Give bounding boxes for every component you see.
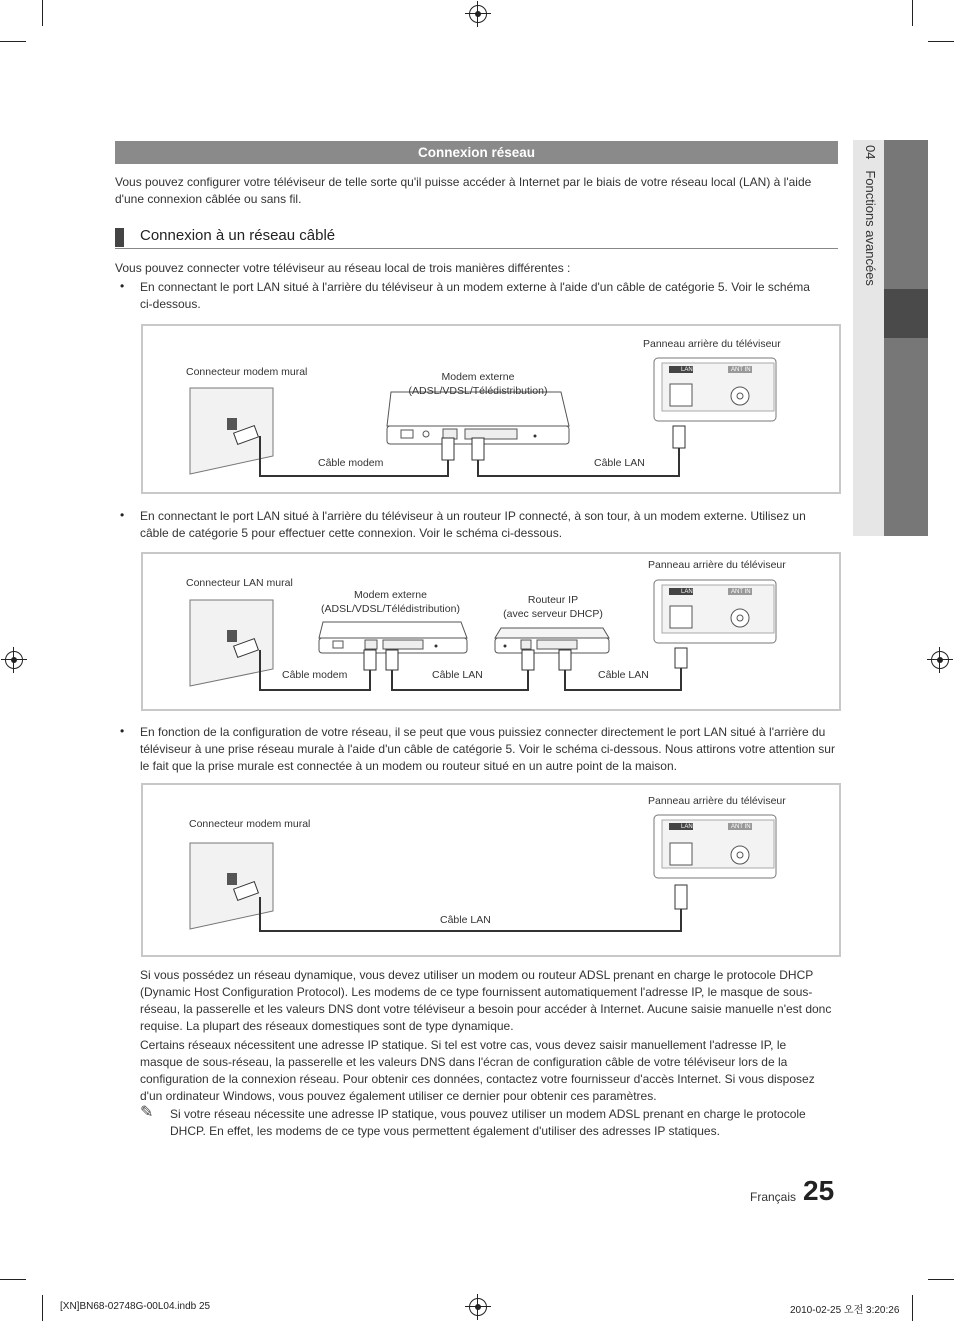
wall-connector-label: Connecteur LAN mural <box>186 577 293 589</box>
heading-marker <box>115 228 124 247</box>
diagram-router-connection <box>141 552 841 711</box>
crop-mark <box>0 1279 26 1280</box>
footer-file-info: [XN]BN68-02748G-00L04.indb 25 <box>60 1301 211 1312</box>
wall-connector-label: Connecteur modem mural <box>186 366 308 378</box>
bullet-icon: • <box>120 279 125 293</box>
lan-cable-label: Câble LAN <box>440 914 491 926</box>
crop-mark <box>928 1279 954 1280</box>
static-network-paragraph: Certains réseaux nécessitent une adresse IP statique. Si tel est votre cas, vous devez saisir manuellement l'adresse IP, le masque de sous-réseau, la passerelle et les valeurs DNS dans l'écran de configuration câble de votre téléviseur lors de la configuration de la connexion réseau. Pour obtenir ces données, contactez votre fournisseur d'accès Internet. Si vous disposez d'un ordinateur Windows, vous pouvez également utiliser ce dernier pour obtenir ces paramètres. <box>140 1038 815 1103</box>
crop-mark <box>42 0 43 26</box>
section-title: Connexion réseau <box>115 141 838 164</box>
lan-cable-label: Câble LAN <box>594 457 645 469</box>
bullet-1: En connectant le port LAN situé à l'arrière du téléviseur à un modem externe à l'aide d'un câble de catégorie 5. Voir le schéma ci-dessous. <box>140 280 810 311</box>
lan-cable-label: Câble LAN <box>598 669 649 681</box>
tv-panel-label: Panneau arrière du téléviseur <box>643 338 781 350</box>
registration-mark-icon <box>469 5 487 23</box>
tv-panel-label: Panneau arrière du téléviseur <box>648 559 786 571</box>
bullet-3: En fonction de la configuration de votre réseau, il se peut que vous puissiez connecter directement le port LAN situé à l'arrière du téléviseur à une prise réseau murale à l'aide d'un câble de catégorie 5. Voir le schéma ci-dessous. Nous attirons votre attention sur le fait que la prise murale est connectée à un modem ou routeur situé en un autre point de la maison. <box>140 725 835 773</box>
lan-port-label: LAN <box>681 824 693 830</box>
intro-paragraph: Vous pouvez configurer votre téléviseur de telle sorte qu'il puisse accéder à Internet par le biais de votre réseau local (LAN) à l'aide d'une connexion câblée ou sans fil. <box>115 175 812 206</box>
router-type: (avec serveur DHCP) <box>503 608 603 620</box>
modem-label <box>303 588 478 616</box>
lan-cable-label: Câble LAN <box>432 669 483 681</box>
bullet-2: En connectant le port LAN situé à l'arrière du téléviseur à un routeur IP connecté, à son tour, à un modem externe. Utilisez un câble de catégorie 5 pour effectuer cette connexion. Voir le schéma ci-dessous. <box>140 509 806 540</box>
modem-label <box>383 370 573 398</box>
page-language: Français <box>750 1190 797 1204</box>
tv-panel-label: Panneau arrière du téléviseur <box>648 795 786 807</box>
diagram-1-art <box>143 326 839 492</box>
footer-date: 2010-02-25 오전 3:20:26 <box>790 1305 900 1316</box>
modem-type: (ADSL/VDSL/Télédistribution) <box>321 603 460 615</box>
modem-name: Modem externe <box>354 589 427 601</box>
ant-port-label: ANT IN <box>731 367 751 373</box>
modem-cable-label: Câble modem <box>318 457 384 469</box>
modem-name: Modem externe <box>441 371 515 383</box>
chapter-number: 04 <box>863 145 878 160</box>
dynamic-network-paragraph: Si vous possédez un réseau dynamique, vous devez utiliser un modem ou routeur ADSL prenant en charge le protocole DHCP (Dynamic Host Configuration Protocol). Les modems de ce type fournissent automatiquement l'adresse IP, le masque de sous-réseau, la passerelle et les valeurs DNS dont votre téléviseur a besoin pour accéder à Internet. Aucune saisie manuelle n'est donc requise. La plupart des réseaux domestiques sont de type dynamique. <box>140 968 832 1033</box>
side-tab-label <box>856 145 884 365</box>
page-number: 25 <box>803 1175 835 1206</box>
diagram-wall-connection <box>141 783 841 957</box>
lan-port-label: LAN <box>681 589 693 595</box>
registration-mark-icon <box>469 1298 487 1316</box>
note-paragraph: Si votre réseau nécessite une adresse IP statique, vous pouvez utiliser un modem ADSL prenant en charge le protocole DHCP. En effet, les modems de ce type vous permettent également d'utiliser des adresses IP statiques. <box>170 1107 806 1138</box>
crop-mark <box>0 41 26 42</box>
crop-mark <box>42 1295 43 1321</box>
ant-port-label: ANT IN <box>731 589 751 595</box>
modem-cable-label: Câble modem <box>282 669 348 681</box>
diagram-modem-connection <box>141 324 841 494</box>
subsection-heading <box>115 226 838 249</box>
ant-port-label: ANT IN <box>731 824 751 830</box>
lan-port-label: LAN <box>681 367 693 373</box>
crop-mark <box>912 0 913 26</box>
side-tab-strip <box>884 140 928 536</box>
lead-paragraph: Vous pouvez connecter votre téléviseur au réseau local de trois manières différentes : <box>115 261 571 275</box>
side-tab-active-marker <box>884 289 928 338</box>
registration-mark-icon <box>931 651 949 669</box>
subsection-title: Connexion à un réseau câblé <box>140 227 336 244</box>
crop-mark <box>912 1295 913 1321</box>
note-pencil-icon: ✎ <box>140 1104 154 1121</box>
bullet-icon: • <box>120 508 125 522</box>
bullet-icon: • <box>120 724 125 738</box>
diagram-3-art <box>143 785 839 955</box>
modem-type: (ADSL/VDSL/Télédistribution) <box>408 385 548 397</box>
chapter-title: Fonctions avancées <box>863 170 878 286</box>
registration-mark-icon <box>5 651 23 669</box>
router-name: Routeur IP <box>527 594 579 606</box>
wall-connector-label: Connecteur modem mural <box>189 818 311 830</box>
router-label <box>483 593 623 621</box>
crop-mark <box>928 41 954 42</box>
